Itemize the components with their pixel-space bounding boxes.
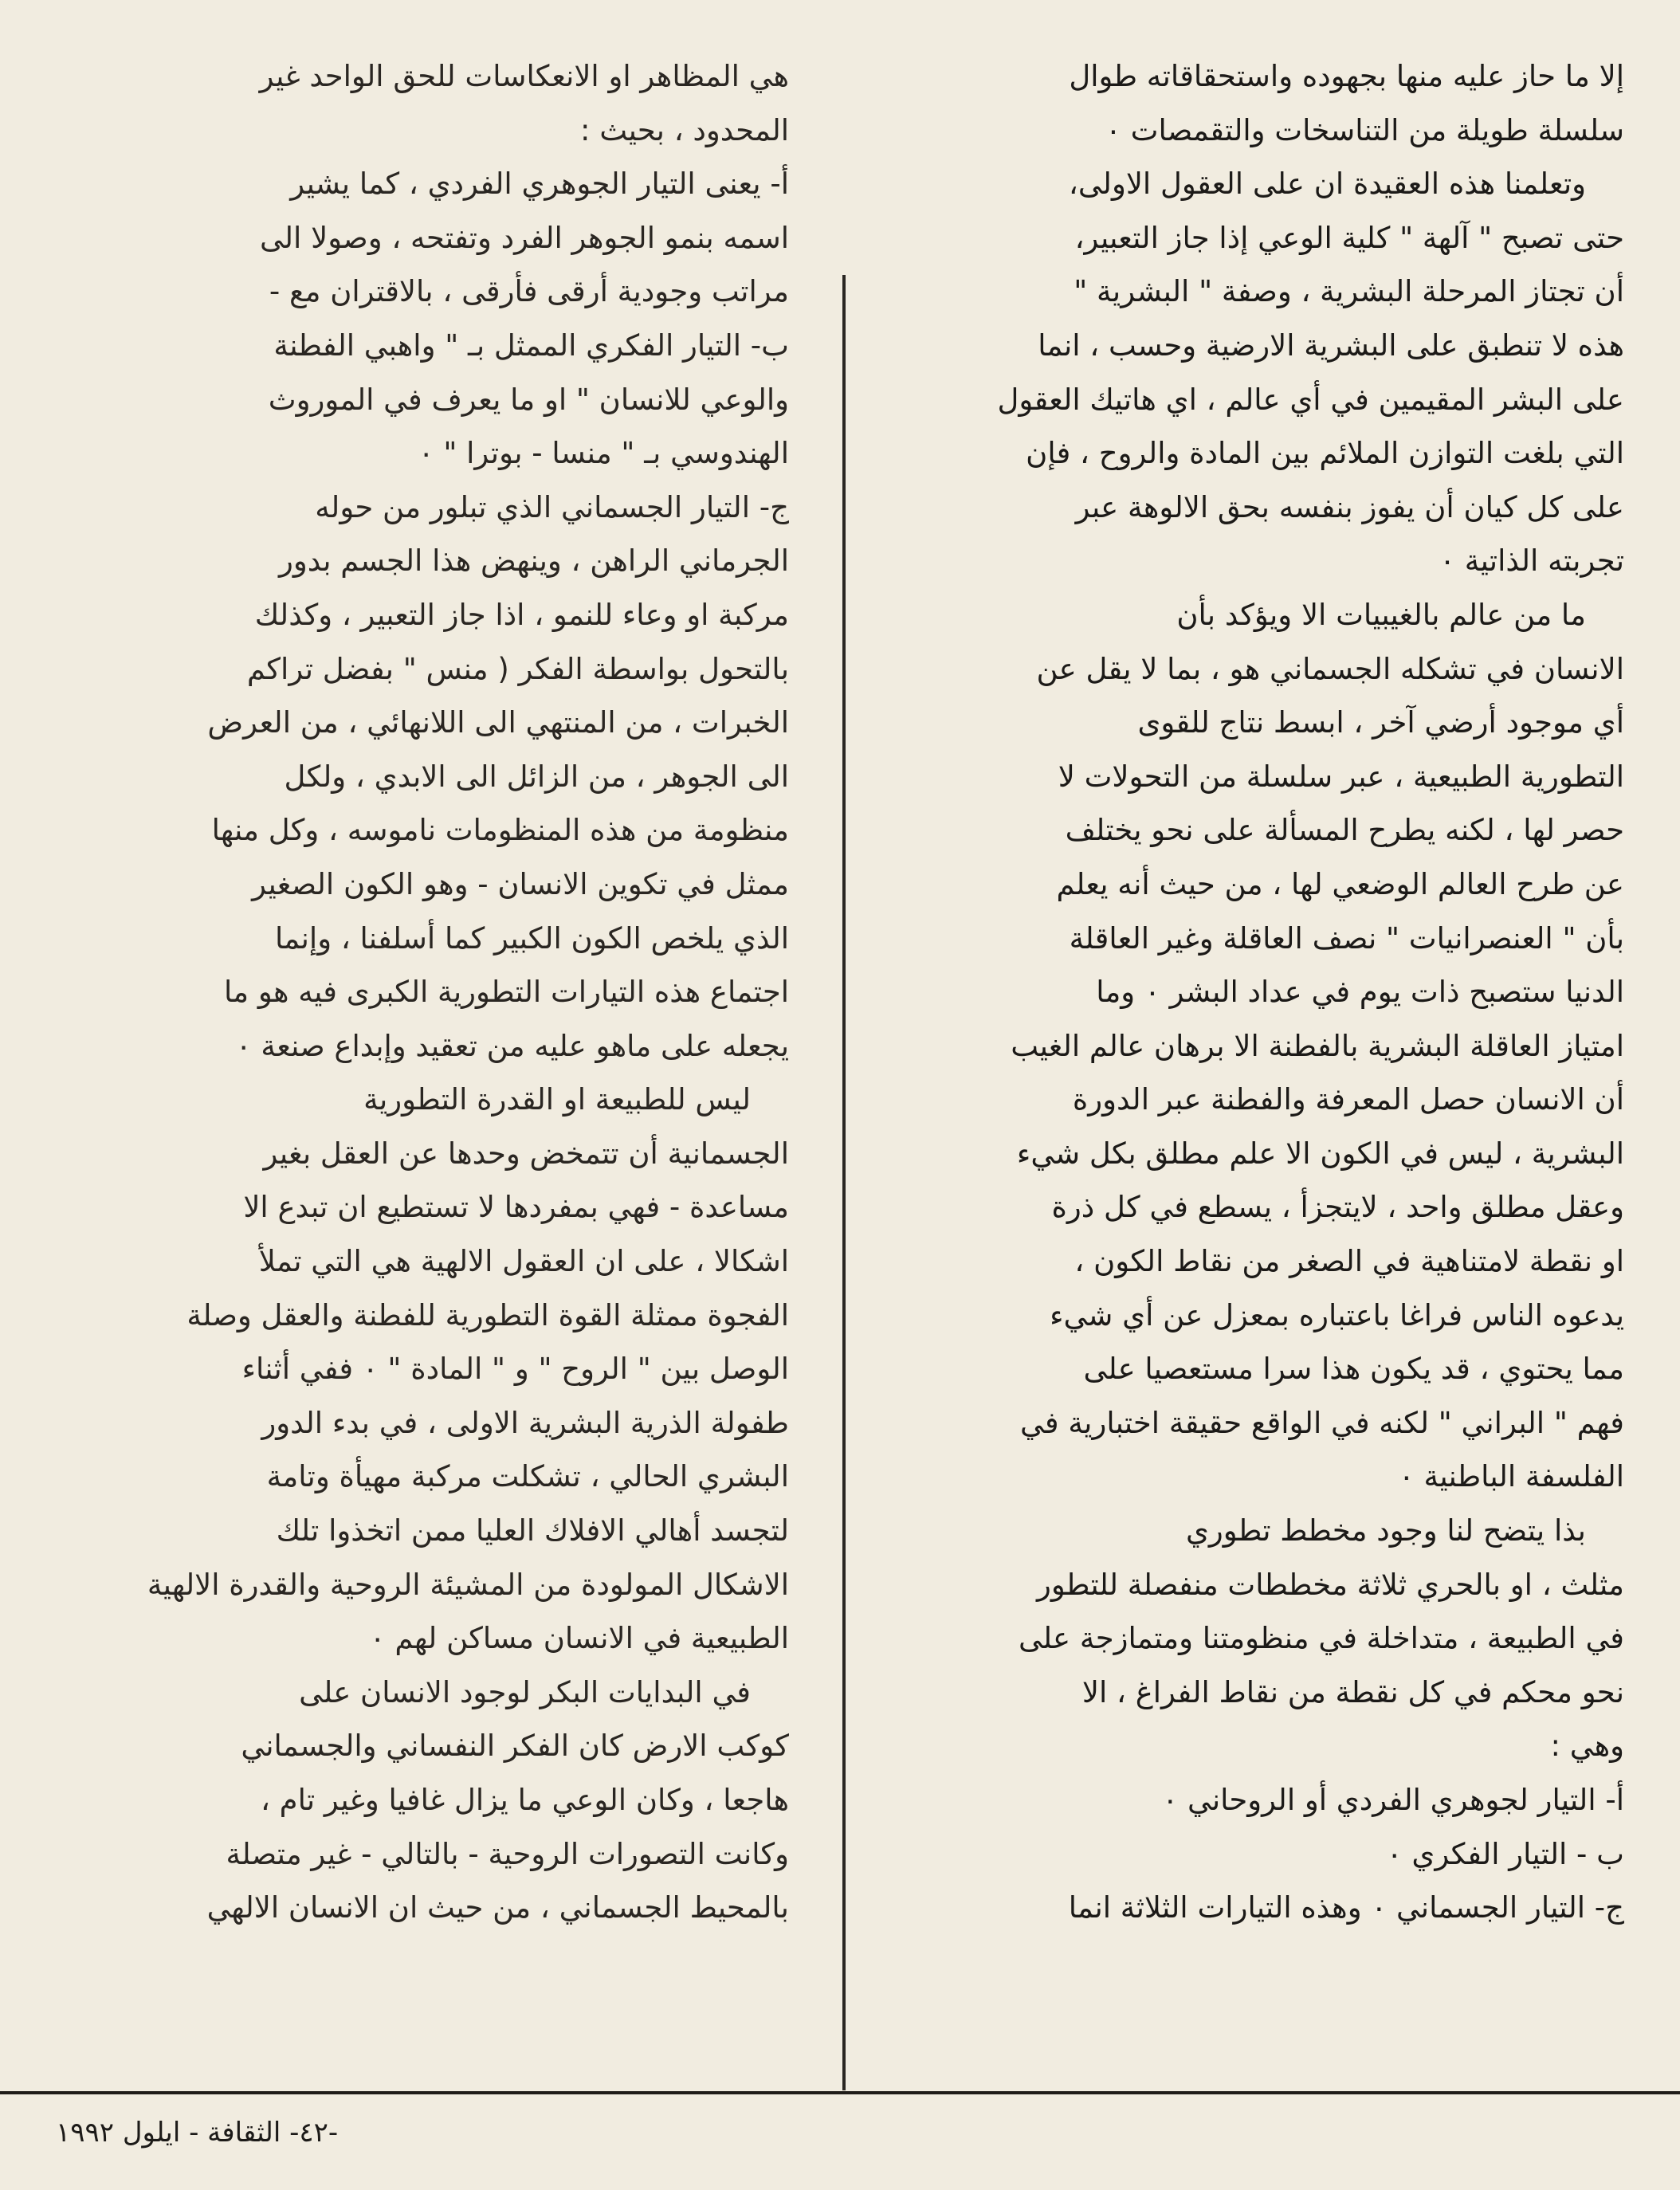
text-line: سلسلة طويلة من التناسخات والتقمصات ٠	[1105, 112, 1624, 147]
text-line: وهي :	[1550, 1729, 1624, 1764]
text-line: اشكالا ، على ان العقول الالهية هي التي تملأ	[258, 1244, 789, 1279]
text-line: مراتب وجودية أرقى فأرقى ، بالاقتران مع -	[269, 274, 789, 309]
text-line: بالتحول بواسطة الفكر ( منس " بفضل تراكم	[246, 651, 789, 686]
text-line: الطبيعية في الانسان مساكن لهم ٠	[369, 1621, 789, 1656]
text-line: اجتماع هذه التيارات التطورية الكبرى فيه هو ما	[224, 975, 789, 1010]
text-line: هي المظاهر او الانعكاسات للحق الواحد غير	[259, 59, 789, 93]
text-line: طفولة الذرية البشرية الاولى ، في بدء الدور	[261, 1405, 789, 1440]
text-line: أ- يعنى التيار الجوهري الفردي ، كما يشير	[290, 167, 789, 202]
text-line: ج- التيار الجسماني ٠ وهذه التيارات الثلاثة انما	[1068, 1890, 1624, 1925]
text-line: منظومة من هذه المنظومات ناموسه ، وكل منها	[211, 813, 789, 848]
text-line: أن الانسان حصل المعرفة والفطنة عبر الدورة	[1072, 1082, 1624, 1117]
text-line: مركبة او وعاء للنمو ، اذا جاز التعبير ، وكذلك	[254, 597, 789, 632]
column-divider	[842, 275, 846, 2090]
text-line: هذه لا تنطبق على البشرية الارضية وحسب ، انما	[1038, 328, 1624, 363]
text-line: الفجوة ممثلة القوة التطورية للفطنة والعقل وصلة	[186, 1297, 789, 1332]
right-text-column	[883, 49, 1624, 1935]
text-line: بذا يتضح لنا وجود مخطط تطوري	[1185, 1513, 1586, 1548]
text-line: اسمه بنمو الجوهر الفرد وتفتحه ، وصولا الى	[259, 220, 789, 255]
text-line: الجرماني الراهن ، وينهض هذا الجسم بدور	[279, 544, 789, 579]
text-line: ب- التيار الفكري الممثل بـ " واهبي الفطنة	[273, 328, 789, 363]
text-line: الدنيا ستصبح ذات يوم في عداد البشر ٠ وما	[1096, 975, 1624, 1010]
text-line: وعقل مطلق واحد ، لايتجزأ ، يسطع في كل ذرة	[1051, 1190, 1624, 1225]
text-line: حتى تصبح " آلهة " كلية الوعي إذا جاز التعبير،	[1074, 220, 1624, 255]
text-line: الوصل بين " الروح " و " المادة " ٠ ففي أثناء	[241, 1352, 789, 1387]
left-text-column	[54, 49, 789, 1935]
text-line: ممثل في تكوين الانسان - وهو الكون الصغير	[252, 866, 789, 901]
text-line: أي موجود أرضي آخر ، ابسط نتاج للقوى	[1137, 705, 1624, 740]
page-footer: -٤٢- الثقافة - ايلول ١٩٩٢	[56, 2117, 339, 2149]
text-line: ب - التيار الفكري ٠	[1386, 1836, 1624, 1871]
text-line: ج- التيار الجسماني الذي تبلور من حوله	[315, 489, 789, 524]
text-line: عن طرح العالم الوضعي لها ، من حيث أنه يعلم	[1056, 866, 1624, 901]
text-line: تجربته الذاتية ٠	[1439, 544, 1624, 579]
text-line: الى الجوهر ، من الزائل الى الابدي ، ولكل	[284, 759, 789, 794]
text-line: لتجسد أهالي الافلاك العليا ممن اتخذوا تلك	[276, 1513, 789, 1548]
text-line: ليس للطبيعة او القدرة التطورية	[363, 1082, 751, 1117]
text-line: البشرية ، ليس في الكون الا علم مطلق بكل شيء	[1016, 1136, 1624, 1171]
text-line: ما من عالم بالغيبيات الا ويؤكد بأن	[1176, 597, 1586, 632]
text-line: الانسان في تشكله الجسماني هو ، بما لا يقل عن	[1036, 651, 1624, 686]
text-line: والوعي للانسان " او ما يعرف في الموروث	[268, 382, 789, 417]
text-line: او نقطة لامتناهية في الصغر من نقاط الكون ،	[1074, 1244, 1624, 1279]
text-line: امتياز العاقلة البشرية بالفطنة الا برهان عالم الغيب	[1011, 1028, 1624, 1063]
text-line: يجعله على ماهو عليه من تعقيد وإبداع صنعة ٠	[235, 1028, 789, 1063]
text-line: بالمحيط الجسماني ، من حيث ان الانسان الالهي	[206, 1890, 789, 1925]
text-line: بأن " العنصرانيات " نصف العاقلة وغير العاقلة	[1069, 920, 1624, 956]
text-line: كوكب الارض كان الفكر النفساني والجسماني	[241, 1729, 789, 1764]
text-line: مساعدة - فهي بمفردها لا تستطيع ان تبدع الا	[243, 1190, 789, 1225]
text-line: نحو محكم في كل نقطة من نقاط الفراغ ، الا	[1081, 1674, 1624, 1709]
text-line: المحدود ، بحيث :	[580, 112, 789, 147]
text-line: أن تجتاز المرحلة البشرية ، وصفة " البشرية "	[1074, 274, 1624, 309]
text-line: وتعلمنا هذه العقيدة ان على العقول الاولى،	[1068, 167, 1586, 202]
text-line: إلا ما حاز عليه منها بجهوده واستحقاقاته طوال	[1069, 59, 1624, 93]
text-line: أ- التيار لجوهري الفردي أو الروحاني ٠	[1162, 1783, 1624, 1817]
text-line: التي بلغت التوازن الملائم بين المادة والروح ، فإن	[1026, 436, 1624, 471]
text-line: الاشكال المولودة من المشيئة الروحية والقدرة الالهية	[147, 1567, 789, 1602]
text-line: على كل كيان أن يفوز بنفسه بحق الالوهة عبر	[1075, 489, 1624, 524]
text-line: يدعوه الناس فراغا باعتباره بمعزل عن أي شيء	[1050, 1297, 1624, 1332]
text-line: مثلث ، او بالحري ثلاثة مخططات منفصلة للتطور	[1036, 1567, 1624, 1602]
text-line: الهندوسي بـ " منسا - بوترا " ٠	[418, 436, 789, 471]
text-line: على البشر المقيمين في أي عالم ، اي هاتيك العقول	[997, 382, 1624, 417]
text-line: هاجعا ، وكان الوعي ما يزال غافيا وغير تام ،	[260, 1783, 789, 1817]
text-line: التطورية الطبيعية ، عبر سلسلة من التحولات لا	[1058, 759, 1624, 794]
text-line: الخبرات ، من المنتهي الى اللانهائي ، من العرض	[207, 705, 789, 740]
text-line: الذي يلخص الكون الكبير كما أسلفنا ، وإنما	[274, 920, 789, 956]
text-line: وكانت التصورات الروحية - بالتالي - غير متصلة	[226, 1836, 789, 1871]
text-line: مما يحتوي ، قد يكون هذا سرا مستعصيا على	[1083, 1352, 1624, 1387]
footer-rule	[0, 2091, 1680, 2094]
text-line: في البدايات البكر لوجود الانسان على	[299, 1674, 751, 1709]
text-line: فهم " البراني " لكنه في الواقع حقيقة اختبارية في	[1020, 1405, 1624, 1440]
text-line: البشري الحالي ، تشكلت مركبة مهيأة وتامة	[266, 1459, 789, 1494]
text-line: حصر لها ، لكنه يطرح المسألة على نحو يختلف	[1065, 813, 1624, 848]
text-line: الجسمانية أن تتمخض وحدها عن العقل بغير	[263, 1136, 789, 1171]
text-line: في الطبيعة ، متداخلة في منظومتنا ومتمازجة على	[1018, 1621, 1624, 1656]
text-line: الفلسفة الباطنية ٠	[1398, 1459, 1624, 1494]
